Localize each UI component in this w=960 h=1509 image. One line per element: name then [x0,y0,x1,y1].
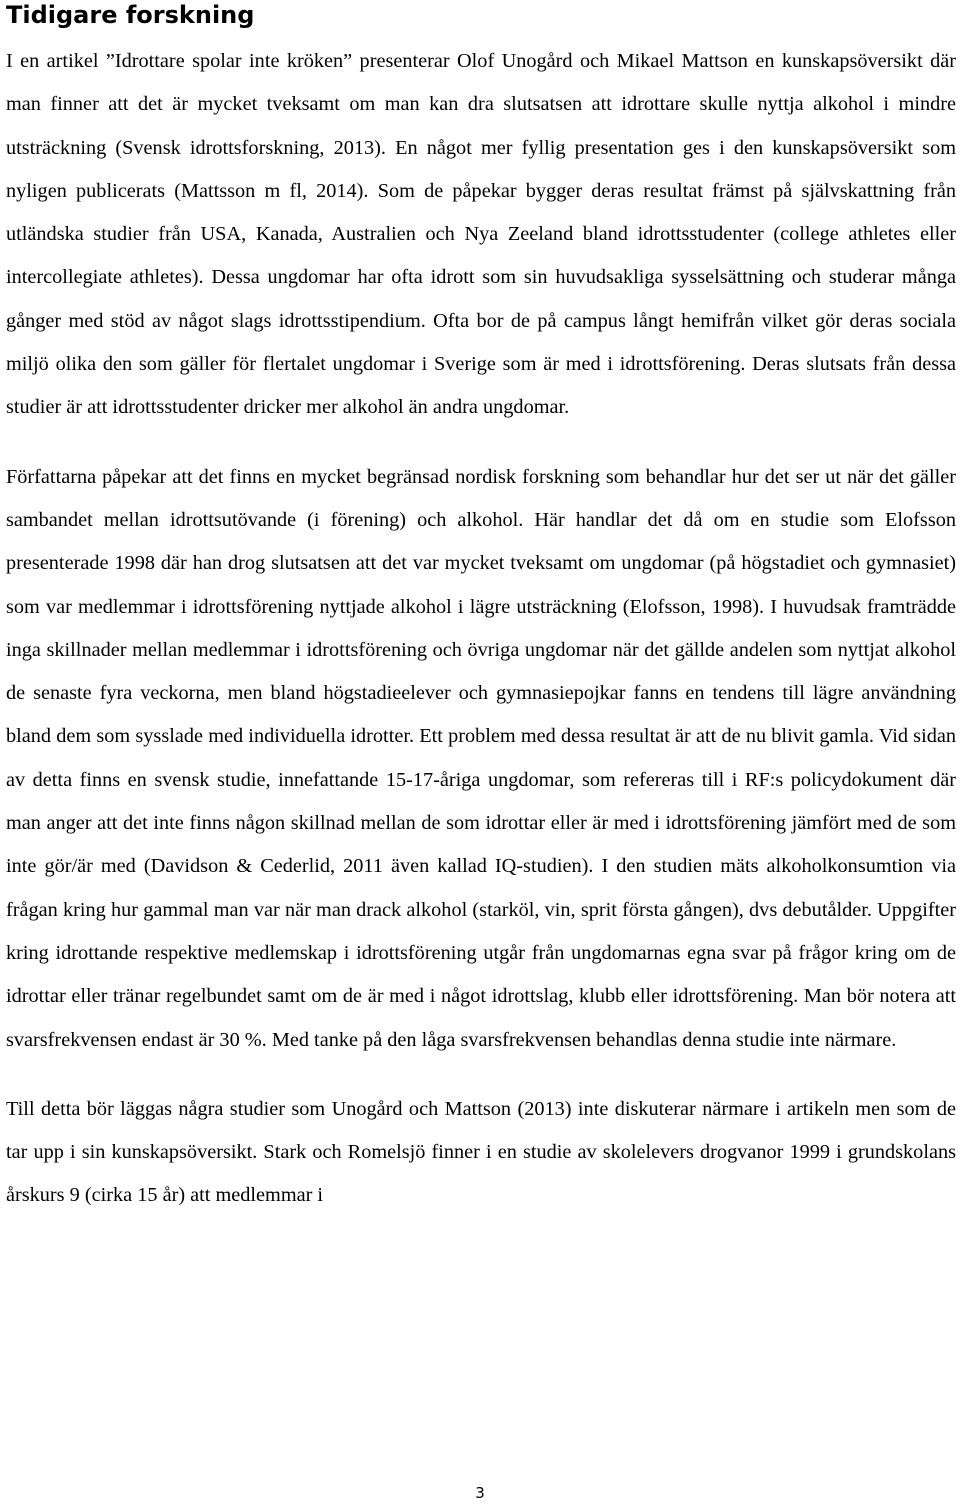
paragraph-1: I en artikel ”Idrottare spolar inte kröken” presenterar Olof Unogård och Mikael Mattson en kunskapsöversikt där man finner att det är mycket tveksamt om man kan dra slutsatsen att idrottare skulle nyttja alkohol i mindre utsträckning (Svensk idrottsforskning, 2013). En något mer fyllig presentation ges i den kunskapsöversikt som nyligen publicerats (Mattsson m fl, 2014). Som de påpekar bygger deras resultat främst på självskattning från utländska studier från USA, Kanada, Australien och Nya Zeeland bland idrottsstudenter (college athletes eller intercollegiate athletes). Dessa ungdomar har ofta idrott som sin huvudsakliga sysselsättning och studerar många gånger med stöd av något slags idrottsstipendium. Ofta bor de på campus långt hemifrån vilket gör deras sociala miljö olika den som gäller för flertalet ungdomar i Sverige som är med i idrottsförening. Deras slutsats från dessa studier är att idrottsstudenter dricker mer alkohol än andra ungdomar. [6,50,956,419]
paragraph-3: Till detta bör läggas några studier som Unogård och Mattson (2013) inte diskuterar närmare i artikeln men som de tar upp i sin kunskapsöversikt. Stark och Romelsjö finner i en studie av skolelevers drogvanor 1999 i grundskolans årskurs 9 (cirka 15 år) att medlemmar i [6,1097,956,1207]
paragraph-2: Författarna påpekar att det finns en mycket begränsad nordisk forskning som behandlar hur det ser ut när det gäller sambandet mellan idrottsutövande (i förening) och alkohol. Här handlar det då om en studie som Elofsson presenterade 1998 där han drog slutsatsen att det var mycket tveksamt om ungdomar (på högstadiet och gymnasiet) som var medlemmar i idrottsförening nyttjade alkohol i lägre utsträckning (Elofsson, 1998). I huvudsak framträdde inga skillnader mellan medlemmar i idrottsförening och övriga ungdomar när det gällde andelen som nyttjat alkohol de senaste fyra veckorna, men bland högstadieelever och gymnasiepojkar fanns en tendens till lägre användning bland dem som sysslade med individuella idrotter. Ett problem med dessa resultat är att de nu blivit gamla. Vid sidan av detta finns en svensk studie, innefattande 15-17-åriga ungdomar, som refereras till i RF:s policydokument där man anger att det inte finns någon skillnad mellan de som idrottar eller är med i idrottsförening jämfört med de som inte gör/är med (Davidson & Cederlid, 2011 även kallad IQ-studien). I den studien mäts alkoholkonsumtion via frågan kring hur gammal man var när man drack alkohol (starköl, vin, sprit första gången), dvs debutålder. Uppgifter kring idrottande respektive medlemskap i idrottsförening utgår från ungdomarnas egna svar på frågor kring om de idrottar eller tränar regelbundet samt om de är med i något idrottslag, klubb eller idrottsförening. Man bör notera att svarsfrekvensen endast är 30 %. Med tanke på den låga svarsfrekvensen behandlas denna studie inte närmare. [6,465,956,1051]
document-page [6,0,956,1218]
page-number: 3 [475,1484,485,1502]
section-heading: Tidigare forskning [6,1,255,29]
